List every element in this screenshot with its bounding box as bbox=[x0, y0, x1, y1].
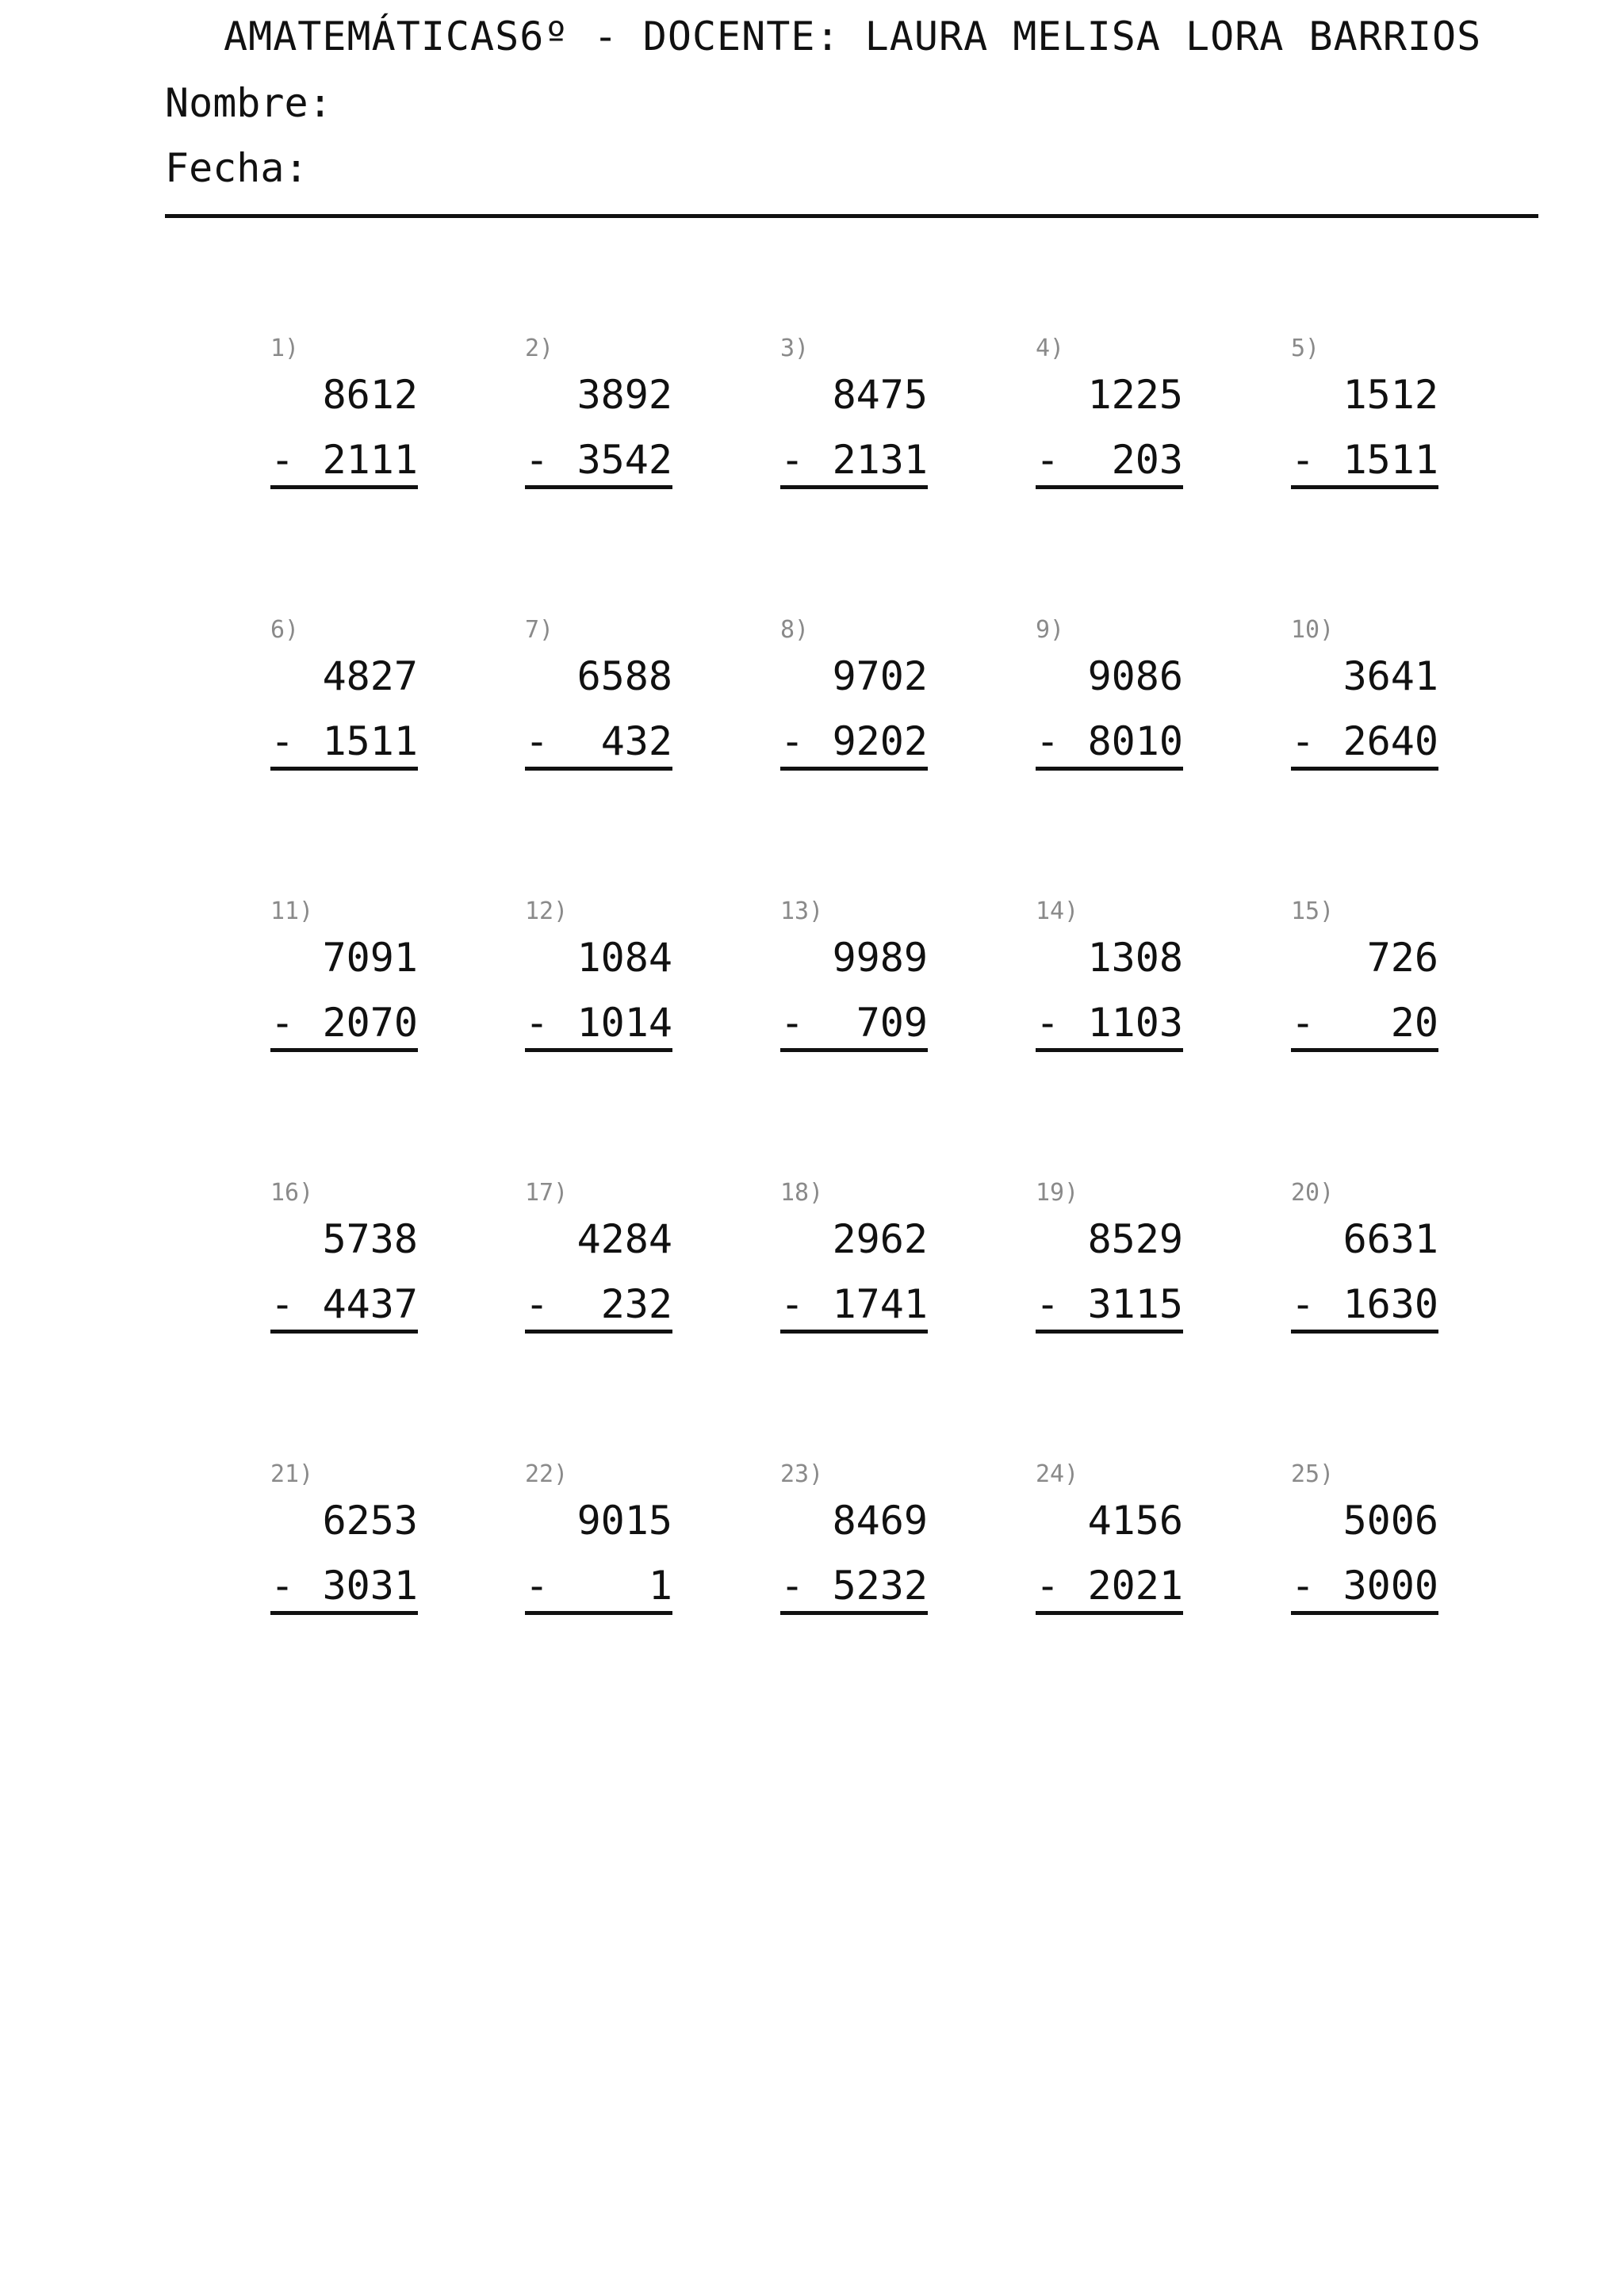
problem-number: 6) bbox=[270, 616, 300, 644]
problem-number: 9) bbox=[1036, 616, 1065, 644]
problem-number: 2) bbox=[525, 335, 554, 362]
subtrahend: 1511 bbox=[322, 718, 418, 764]
minus-sign: - bbox=[1291, 1563, 1316, 1609]
subtrahend: 2640 bbox=[1342, 718, 1438, 764]
subtrahend: 4437 bbox=[322, 1281, 418, 1327]
subtraction-problem bbox=[270, 1177, 418, 1344]
subtraction-problem bbox=[270, 333, 418, 499]
subtrahend: 1 bbox=[648, 1563, 672, 1609]
answer-line bbox=[1291, 485, 1438, 489]
minus-sign: - bbox=[1291, 718, 1316, 764]
answer-line bbox=[1291, 767, 1438, 771]
problem-number: 3) bbox=[780, 335, 810, 362]
subtraction-problem bbox=[1291, 1177, 1438, 1344]
minuend: 3892 bbox=[576, 372, 672, 418]
problem-number: 10) bbox=[1291, 616, 1335, 644]
subtrahend: 2070 bbox=[322, 1000, 418, 1046]
subtrahend: 709 bbox=[856, 1000, 928, 1046]
minus-sign: - bbox=[780, 1281, 805, 1327]
minuend: 3641 bbox=[1342, 653, 1438, 699]
subtrahend: 5232 bbox=[832, 1563, 928, 1609]
minus-sign: - bbox=[525, 1000, 550, 1046]
subtrahend: 1511 bbox=[1342, 437, 1438, 483]
subtrahend: 8010 bbox=[1087, 718, 1183, 764]
minuend: 9702 bbox=[832, 653, 928, 699]
subtraction-problem bbox=[1036, 614, 1183, 781]
subtraction-problem bbox=[525, 1459, 672, 1625]
minuend: 9086 bbox=[1087, 653, 1183, 699]
answer-line bbox=[780, 1048, 928, 1052]
problem-number: 12) bbox=[525, 897, 569, 925]
subtrahend: 9202 bbox=[832, 718, 928, 764]
subtrahend: 3031 bbox=[322, 1563, 418, 1609]
minus-sign: - bbox=[780, 1563, 805, 1609]
minuend: 4284 bbox=[576, 1216, 672, 1262]
minuend: 9989 bbox=[832, 935, 928, 981]
answer-line bbox=[1291, 1611, 1438, 1615]
minus-sign: - bbox=[1036, 437, 1060, 483]
minus-sign: - bbox=[1036, 1281, 1060, 1327]
answer-line bbox=[270, 1611, 418, 1615]
nombre-label: Nombre: bbox=[165, 80, 332, 126]
subtrahend: 2021 bbox=[1087, 1563, 1183, 1609]
subtraction-problem bbox=[270, 614, 418, 781]
problem-number: 24) bbox=[1036, 1460, 1079, 1488]
subtraction-problem bbox=[780, 1177, 928, 1344]
answer-line bbox=[780, 485, 928, 489]
subtraction-problem bbox=[780, 333, 928, 499]
answer-line bbox=[1036, 1330, 1183, 1334]
minuend: 4156 bbox=[1087, 1498, 1183, 1544]
problem-number: 17) bbox=[525, 1179, 569, 1207]
minus-sign: - bbox=[1291, 437, 1316, 483]
problem-number: 11) bbox=[270, 897, 314, 925]
subtraction-problem bbox=[1291, 1459, 1438, 1625]
subtraction-problem bbox=[270, 1459, 418, 1625]
answer-line bbox=[270, 1330, 418, 1334]
problem-number: 21) bbox=[270, 1460, 314, 1488]
minus-sign: - bbox=[1291, 1281, 1316, 1327]
subtraction-problem bbox=[1036, 896, 1183, 1062]
subtrahend: 2111 bbox=[322, 437, 418, 483]
subtrahend: 203 bbox=[1111, 437, 1183, 483]
problem-number: 5) bbox=[1291, 335, 1320, 362]
answer-line bbox=[270, 485, 418, 489]
minuend: 1225 bbox=[1087, 372, 1183, 418]
minuend: 5738 bbox=[322, 1216, 418, 1262]
answer-line bbox=[270, 767, 418, 771]
minus-sign: - bbox=[270, 1000, 295, 1046]
minuend: 7091 bbox=[322, 935, 418, 981]
minus-sign: - bbox=[270, 1281, 295, 1327]
problem-number: 14) bbox=[1036, 897, 1079, 925]
problem-number: 16) bbox=[270, 1179, 314, 1207]
minuend: 5006 bbox=[1342, 1498, 1438, 1544]
minus-sign: - bbox=[270, 437, 295, 483]
minuend: 9015 bbox=[576, 1498, 672, 1544]
answer-line bbox=[1291, 1330, 1438, 1334]
minus-sign: - bbox=[1036, 1563, 1060, 1609]
problem-number: 13) bbox=[780, 897, 824, 925]
subtraction-problem bbox=[1291, 614, 1438, 781]
answer-line bbox=[270, 1048, 418, 1052]
subtraction-problem bbox=[780, 1459, 928, 1625]
subtrahend: 20 bbox=[1390, 1000, 1438, 1046]
subtraction-problem bbox=[1036, 1459, 1183, 1625]
subtrahend: 432 bbox=[600, 718, 672, 764]
minuend: 6253 bbox=[322, 1498, 418, 1544]
subtrahend: 232 bbox=[600, 1281, 672, 1327]
answer-line bbox=[1036, 485, 1183, 489]
minus-sign: - bbox=[525, 1563, 550, 1609]
problem-number: 20) bbox=[1291, 1179, 1335, 1207]
problem-number: 19) bbox=[1036, 1179, 1079, 1207]
answer-line bbox=[1036, 767, 1183, 771]
minus-sign: - bbox=[270, 1563, 295, 1609]
subtraction-problem bbox=[1291, 333, 1438, 499]
subtraction-problem bbox=[270, 896, 418, 1062]
subtrahend: 2131 bbox=[832, 437, 928, 483]
subtraction-problem bbox=[1036, 1177, 1183, 1344]
subtraction-problem bbox=[780, 614, 928, 781]
minuend: 1084 bbox=[576, 935, 672, 981]
problem-number: 15) bbox=[1291, 897, 1335, 925]
answer-line bbox=[780, 767, 928, 771]
subtrahend: 3542 bbox=[576, 437, 672, 483]
minuend: 2962 bbox=[832, 1216, 928, 1262]
problem-number: 18) bbox=[780, 1179, 824, 1207]
subtraction-problem bbox=[525, 896, 672, 1062]
minus-sign: - bbox=[525, 1281, 550, 1327]
answer-line bbox=[525, 767, 672, 771]
answer-line bbox=[780, 1330, 928, 1334]
minuend: 1512 bbox=[1342, 372, 1438, 418]
problem-number: 22) bbox=[525, 1460, 569, 1488]
minuend: 8469 bbox=[832, 1498, 928, 1544]
subtraction-problem bbox=[1291, 896, 1438, 1062]
subtraction-problem bbox=[780, 896, 928, 1062]
minuend: 1308 bbox=[1087, 935, 1183, 981]
subtrahend: 3115 bbox=[1087, 1281, 1183, 1327]
minuend: 4827 bbox=[322, 653, 418, 699]
problem-number: 4) bbox=[1036, 335, 1065, 362]
subtraction-problem bbox=[525, 614, 672, 781]
minuend: 6588 bbox=[576, 653, 672, 699]
fecha-label: Fecha: bbox=[165, 145, 308, 191]
minus-sign: - bbox=[780, 718, 805, 764]
minus-sign: - bbox=[1291, 1000, 1316, 1046]
minus-sign: - bbox=[780, 1000, 805, 1046]
subtrahend: 1103 bbox=[1087, 1000, 1183, 1046]
minus-sign: - bbox=[1036, 718, 1060, 764]
minuend: 6631 bbox=[1342, 1216, 1438, 1262]
answer-line bbox=[1291, 1048, 1438, 1052]
minuend: 726 bbox=[1366, 935, 1438, 981]
problem-number: 1) bbox=[270, 335, 300, 362]
minus-sign: - bbox=[525, 718, 550, 764]
minus-sign: - bbox=[780, 437, 805, 483]
header-divider bbox=[165, 214, 1538, 218]
answer-line bbox=[780, 1611, 928, 1615]
problem-number: 25) bbox=[1291, 1460, 1335, 1488]
subtrahend: 3000 bbox=[1342, 1563, 1438, 1609]
minus-sign: - bbox=[1036, 1000, 1060, 1046]
answer-line bbox=[1036, 1048, 1183, 1052]
subtrahend: 1014 bbox=[576, 1000, 672, 1046]
answer-line bbox=[1036, 1611, 1183, 1615]
answer-line bbox=[525, 1048, 672, 1052]
answer-line bbox=[525, 485, 672, 489]
minuend: 8529 bbox=[1087, 1216, 1183, 1262]
subtrahend: 1741 bbox=[832, 1281, 928, 1327]
subtraction-problem bbox=[525, 1177, 672, 1344]
problem-number: 23) bbox=[780, 1460, 824, 1488]
answer-line bbox=[525, 1330, 672, 1334]
minuend: 8612 bbox=[322, 372, 418, 418]
minus-sign: - bbox=[525, 437, 550, 483]
worksheet-title: AMATEMÁTICAS6º - DOCENTE: LAURA MELISA LORA BARRIOS bbox=[224, 13, 1482, 59]
subtrahend: 1630 bbox=[1342, 1281, 1438, 1327]
problem-number: 8) bbox=[780, 616, 810, 644]
subtraction-problem bbox=[525, 333, 672, 499]
problem-number: 7) bbox=[525, 616, 554, 644]
answer-line bbox=[525, 1611, 672, 1615]
subtraction-problem bbox=[1036, 333, 1183, 499]
minuend: 8475 bbox=[832, 372, 928, 418]
minus-sign: - bbox=[270, 718, 295, 764]
